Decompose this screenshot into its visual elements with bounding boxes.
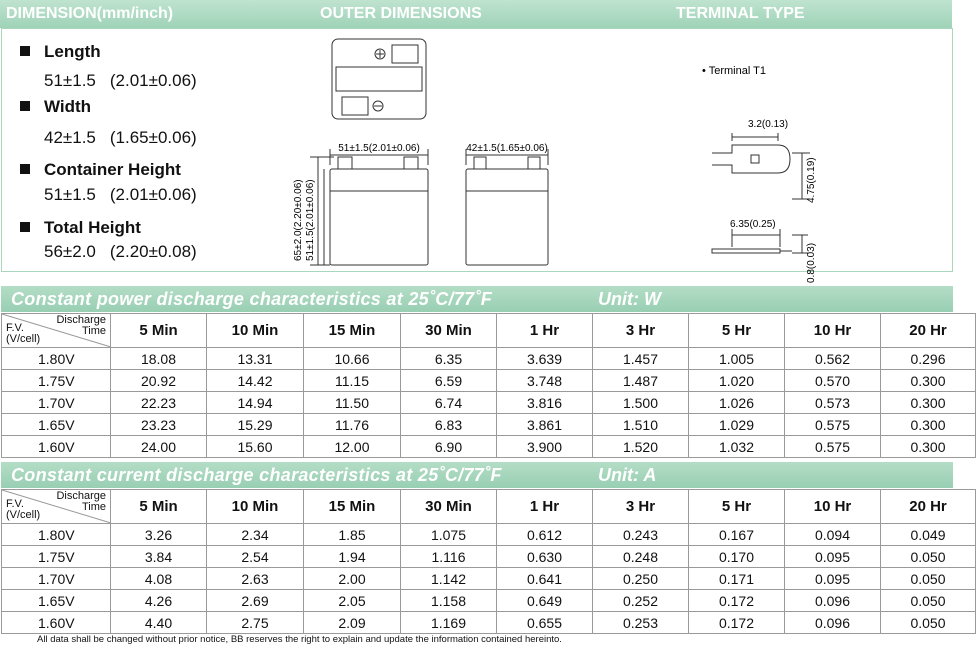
- front-width-dimension: 51±1.5(2.01±0.06): [338, 143, 420, 154]
- table-row: [2, 436, 976, 458]
- battery-side-view: [466, 149, 548, 265]
- table-header-row: [2, 490, 976, 524]
- value-cell: 0.049: [881, 524, 976, 546]
- value-cell: 0.167: [689, 524, 785, 546]
- final-voltage-cell: 1.65V: [2, 414, 111, 436]
- value-cell: 1.487: [593, 370, 689, 392]
- table-row: [2, 370, 976, 392]
- current-table-unit: Unit: A: [598, 465, 657, 485]
- value-cell: 1.158: [401, 590, 497, 612]
- value-cell: 0.095: [785, 546, 881, 568]
- value-cell: 4.26: [111, 590, 207, 612]
- value-cell: 1.005: [689, 348, 785, 370]
- value-cell: 2.09: [304, 612, 401, 634]
- value-cell: 6.35: [401, 348, 497, 370]
- value-cell: 1.94: [304, 546, 401, 568]
- value-cell: 2.00: [304, 568, 401, 590]
- value-cell: 0.253: [593, 612, 689, 634]
- column-header: 3 Hr: [593, 314, 689, 348]
- battery-front-view: [310, 149, 428, 265]
- value-cell: 2.54: [207, 546, 304, 568]
- value-cell: 0.649: [497, 590, 593, 612]
- total-height-value: 56±2.0 (2.20±0.08): [44, 242, 197, 261]
- outer-dimensions-title: OUTER DIMENSIONS: [320, 5, 482, 22]
- value-cell: 2.69: [207, 590, 304, 612]
- corner-discharge-label: Discharge Time: [56, 314, 106, 337]
- value-cell: 0.612: [497, 524, 593, 546]
- value-cell: 22.23: [111, 392, 207, 414]
- value-cell: 6.59: [401, 370, 497, 392]
- power-table-unit: Unit: W: [598, 289, 661, 309]
- terminal-name: • Terminal T1: [702, 65, 766, 77]
- value-cell: 0.570: [785, 370, 881, 392]
- value-cell: 0.575: [785, 436, 881, 458]
- outer-dimensions-drawing: [282, 33, 582, 269]
- width-value: 42±1.5 (1.65±0.06): [44, 128, 197, 147]
- corner-discharge-label: Discharge Time: [56, 490, 106, 513]
- value-cell: 14.42: [207, 370, 304, 392]
- table-row: [2, 414, 976, 436]
- value-cell: 0.300: [881, 436, 976, 458]
- table-header-row: [2, 314, 976, 348]
- value-cell: 24.00: [111, 436, 207, 458]
- column-header: 15 Min: [304, 490, 401, 524]
- table-corner-cell: [2, 490, 111, 524]
- value-cell: 0.575: [785, 414, 881, 436]
- final-voltage-cell: 1.60V: [2, 612, 111, 634]
- value-cell: 2.63: [207, 568, 304, 590]
- value-cell: 3.639: [497, 348, 593, 370]
- value-cell: 18.08: [111, 348, 207, 370]
- column-header: 5 Hr: [689, 314, 785, 348]
- value-cell: 0.300: [881, 392, 976, 414]
- value-cell: 11.50: [304, 392, 401, 414]
- battery-top-view: [332, 39, 426, 119]
- value-cell: 0.095: [785, 568, 881, 590]
- value-cell: 0.655: [497, 612, 593, 634]
- terminal-length-dimension: 6.35(0.25): [730, 219, 776, 230]
- final-voltage-cell: 1.75V: [2, 546, 111, 568]
- current-table-title: Constant current discharge characteristics at 25˚C/77˚F: [11, 465, 502, 485]
- final-voltage-cell: 1.65V: [2, 590, 111, 612]
- value-cell: 12.00: [304, 436, 401, 458]
- power-discharge-table: [1, 313, 976, 458]
- value-cell: 1.169: [401, 612, 497, 634]
- value-cell: 3.861: [497, 414, 593, 436]
- power-table-title-bar: [1, 286, 953, 312]
- dimension-title: DIMENSION(mm/inch): [6, 5, 174, 22]
- footnote: All data shall be changed without prior notice, BB reserves the right to explain and update the information contained hereinto.: [37, 634, 562, 645]
- value-cell: 1.500: [593, 392, 689, 414]
- value-cell: 0.630: [497, 546, 593, 568]
- value-cell: 0.562: [785, 348, 881, 370]
- corner-fv-label: F.V. (V/cell): [6, 322, 41, 345]
- width-label: Width: [20, 97, 91, 117]
- value-cell: 1.032: [689, 436, 785, 458]
- value-cell: 23.23: [111, 414, 207, 436]
- value-cell: 0.171: [689, 568, 785, 590]
- value-cell: 0.300: [881, 370, 976, 392]
- final-voltage-cell: 1.80V: [2, 524, 111, 546]
- column-header: 15 Min: [304, 314, 401, 348]
- value-cell: 4.08: [111, 568, 207, 590]
- value-cell: 4.40: [111, 612, 207, 634]
- value-cell: 0.296: [881, 348, 976, 370]
- value-cell: 1.026: [689, 392, 785, 414]
- bullet-square-icon: [20, 164, 30, 174]
- value-cell: 10.66: [304, 348, 401, 370]
- dimension-header-bar: [0, 0, 952, 28]
- value-cell: 11.76: [304, 414, 401, 436]
- value-cell: 3.26: [111, 524, 207, 546]
- table-row: [2, 546, 976, 568]
- bullet-square-icon: [20, 101, 30, 111]
- value-cell: 0.243: [593, 524, 689, 546]
- terminal-thickness-dimension: 0.8(0.03): [806, 242, 817, 283]
- value-cell: 1.520: [593, 436, 689, 458]
- value-cell: 6.90: [401, 436, 497, 458]
- table-row: [2, 612, 976, 634]
- value-cell: 2.75: [207, 612, 304, 634]
- value-cell: 1.510: [593, 414, 689, 436]
- value-cell: 0.170: [689, 546, 785, 568]
- value-cell: 0.096: [785, 590, 881, 612]
- final-voltage-cell: 1.75V: [2, 370, 111, 392]
- value-cell: 0.252: [593, 590, 689, 612]
- final-voltage-cell: 1.60V: [2, 436, 111, 458]
- column-header: 1 Hr: [497, 490, 593, 524]
- column-header: 1 Hr: [497, 314, 593, 348]
- value-cell: 0.050: [881, 568, 976, 590]
- value-cell: 14.94: [207, 392, 304, 414]
- value-cell: 6.74: [401, 392, 497, 414]
- value-cell: 13.31: [207, 348, 304, 370]
- column-header: 20 Hr: [881, 490, 976, 524]
- column-header: 20 Hr: [881, 314, 976, 348]
- value-cell: 20.92: [111, 370, 207, 392]
- terminal-type-title: TERMINAL TYPE: [676, 5, 805, 22]
- table-row: [2, 348, 976, 370]
- value-cell: 0.641: [497, 568, 593, 590]
- value-cell: 15.60: [207, 436, 304, 458]
- column-header: 5 Min: [111, 314, 207, 348]
- value-cell: 0.050: [881, 546, 976, 568]
- table-row: [2, 590, 976, 612]
- container-height-label: Container Height: [20, 160, 181, 180]
- terminal-height-dimension: 4.75(0.19): [806, 157, 817, 203]
- value-cell: 1.075: [401, 524, 497, 546]
- column-header: 5 Hr: [689, 490, 785, 524]
- value-cell: 6.83: [401, 414, 497, 436]
- final-voltage-cell: 1.70V: [2, 392, 111, 414]
- terminal-top-shape: [712, 133, 810, 199]
- column-header: 10 Hr: [785, 314, 881, 348]
- dimension-panel: [1, 28, 953, 283]
- value-cell: 1.020: [689, 370, 785, 392]
- table-corner-cell: [2, 314, 111, 348]
- value-cell: 1.85: [304, 524, 401, 546]
- value-cell: 1.142: [401, 568, 497, 590]
- total-height-dimension: 65±2.0(2.20±0.06): [293, 179, 304, 261]
- value-cell: 3.84: [111, 546, 207, 568]
- value-cell: 0.573: [785, 392, 881, 414]
- terminal-width-dimension: 3.2(0.13): [748, 119, 789, 130]
- table-row: [2, 568, 976, 590]
- current-discharge-table: [1, 489, 976, 634]
- corner-fv-label: F.V. (V/cell): [6, 498, 41, 521]
- value-cell: 15.29: [207, 414, 304, 436]
- column-header: 3 Hr: [593, 490, 689, 524]
- value-cell: 0.300: [881, 414, 976, 436]
- value-cell: 2.34: [207, 524, 304, 546]
- value-cell: 0.248: [593, 546, 689, 568]
- final-voltage-cell: 1.70V: [2, 568, 111, 590]
- terminal-drawing: [692, 57, 842, 283]
- column-header: 5 Min: [111, 490, 207, 524]
- length-label: Length: [20, 42, 101, 62]
- terminal-side-shape: [712, 229, 808, 253]
- final-voltage-cell: 1.80V: [2, 348, 111, 370]
- value-cell: 1.457: [593, 348, 689, 370]
- column-header: 10 Min: [207, 314, 304, 348]
- table-row: [2, 524, 976, 546]
- column-header: 10 Hr: [785, 490, 881, 524]
- value-cell: 2.05: [304, 590, 401, 612]
- table-row: [2, 392, 976, 414]
- value-cell: 0.050: [881, 590, 976, 612]
- value-cell: 0.094: [785, 524, 881, 546]
- length-value: 51±1.5 (2.01±0.06): [44, 71, 197, 90]
- column-header: 30 Min: [401, 314, 497, 348]
- current-table-title-bar: [1, 462, 953, 488]
- value-cell: 1.116: [401, 546, 497, 568]
- value-cell: 11.15: [304, 370, 401, 392]
- value-cell: 0.172: [689, 612, 785, 634]
- bullet-square-icon: [20, 222, 30, 232]
- total-height-label: Total Height: [20, 218, 141, 238]
- power-table-title: Constant power discharge characteristics at 25˚C/77˚F: [11, 289, 493, 309]
- column-header: 10 Min: [207, 490, 304, 524]
- value-cell: 3.816: [497, 392, 593, 414]
- side-width-dimension: 42±1.5(1.65±0.06): [466, 143, 548, 154]
- value-cell: 1.029: [689, 414, 785, 436]
- bullet-square-icon: [20, 46, 30, 56]
- value-cell: 0.096: [785, 612, 881, 634]
- value-cell: 0.250: [593, 568, 689, 590]
- value-cell: 0.172: [689, 590, 785, 612]
- value-cell: 3.900: [497, 436, 593, 458]
- value-cell: 3.748: [497, 370, 593, 392]
- column-header: 30 Min: [401, 490, 497, 524]
- container-height-value: 51±1.5 (2.01±0.06): [44, 185, 197, 204]
- container-height-dimension: 51±1.5(2.01±0.06): [305, 179, 316, 261]
- value-cell: 0.050: [881, 612, 976, 634]
